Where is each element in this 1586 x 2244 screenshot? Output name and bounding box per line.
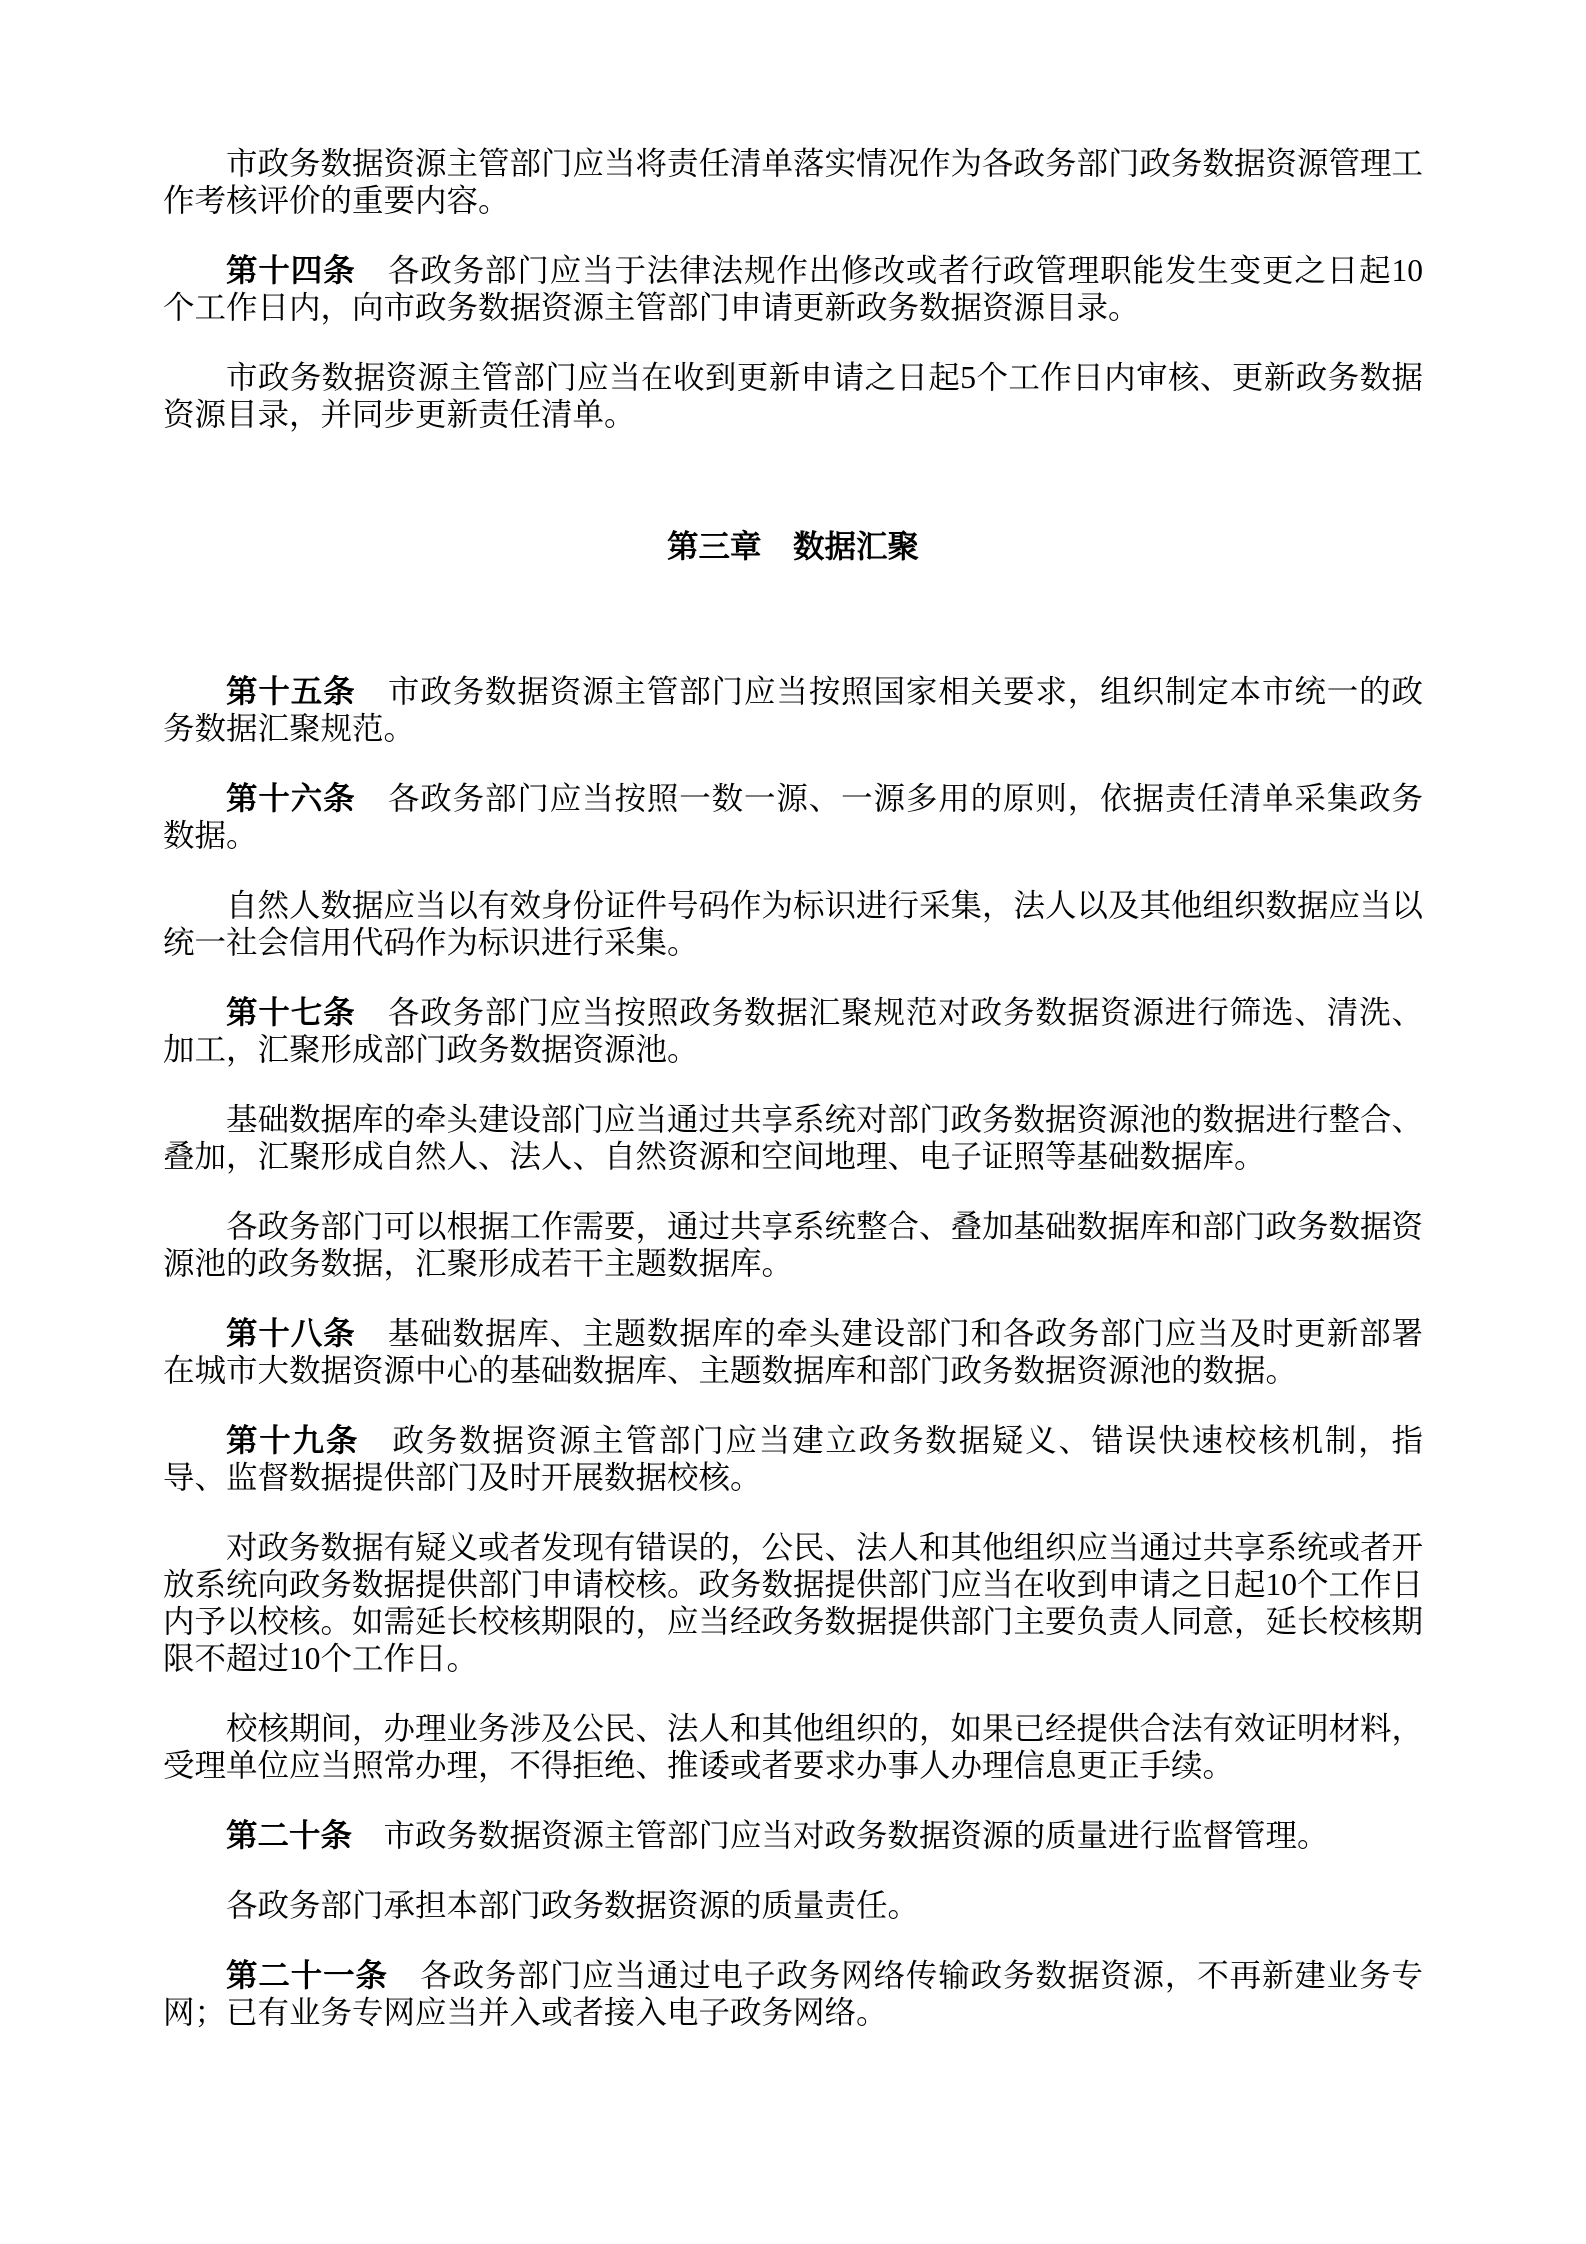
paragraph	[163, 1529, 1423, 1677]
article-number: 第十八条	[226, 1316, 356, 1351]
article-number: 第十七条	[226, 995, 356, 1030]
article-number: 第十四条	[226, 253, 356, 288]
paragraph-article-16	[163, 780, 1423, 854]
article-number: 第十五条	[226, 674, 356, 709]
paragraph-article-14	[163, 252, 1423, 326]
paragraph-article-18	[163, 1315, 1423, 1389]
paragraph	[163, 145, 1423, 219]
paragraph-text: 政务数据资源主管部门应当建立政务数据疑义、错误快速校核机制，指导、监督数据提供部门及时开展数据校核。	[163, 1423, 1423, 1495]
article-number: 第十九条	[226, 1423, 360, 1458]
paragraph	[163, 1710, 1423, 1784]
paragraph	[163, 1887, 1423, 1924]
article-number: 第二十一条	[226, 1958, 388, 1993]
paragraph	[163, 359, 1423, 433]
article-number: 第十六条	[226, 781, 356, 816]
paragraph-text: 各政务部门应当按照政务数据汇聚规范对政务数据资源进行筛选、清洗、加工，汇聚形成部门政务数据资源池。	[163, 995, 1423, 1067]
paragraph-text: 各政务部门可以根据工作需要，通过共享系统整合、叠加基础数据库和部门政务数据资源池的政务数据，汇聚形成若干主题数据库。	[163, 1209, 1424, 1281]
paragraph-article-21	[163, 1957, 1423, 2031]
paragraph-text: 校核期间，办理业务涉及公民、法人和其他组织的，如果已经提供合法有效证明材料，受理单位应当照常办理，不得拒绝、推诿或者要求办事人办理信息更正手续。	[163, 1711, 1424, 1783]
chapter-heading: 第三章 数据汇聚	[666, 529, 919, 564]
paragraph-text: 市政务数据资源主管部门应当对政务数据资源的质量进行监督管理。	[352, 1818, 1329, 1853]
paragraph-text: 自然人数据应当以有效身份证件号码作为标识进行采集，法人以及其他组织数据应当以统一社会信用代码作为标识进行采集。	[163, 888, 1424, 960]
paragraph	[163, 1208, 1423, 1282]
paragraph-text: 基础数据库、主题数据库的牵头建设部门和各政务部门应当及时更新部署在城市大数据资源中心的基础数据库、主题数据库和部门政务数据资源池的数据。	[163, 1316, 1423, 1388]
paragraph-text: 市政务数据资源主管部门应当在收到更新申请之日起5个工作日内审核、更新政务数据资源目录，并同步更新责任清单。	[163, 360, 1423, 432]
paragraph-text: 市政务数据资源主管部门应当按照国家相关要求，组织制定本市统一的政务数据汇聚规范。	[163, 674, 1423, 746]
paragraph-article-19	[163, 1422, 1423, 1496]
article-number: 第二十条	[226, 1818, 353, 1853]
paragraph-text: 各政务部门承担本部门政务数据资源的质量责任。	[226, 1888, 920, 1923]
paragraph	[163, 1101, 1423, 1175]
paragraph-article-17	[163, 994, 1423, 1068]
paragraph-text: 市政务数据资源主管部门应当将责任清单落实情况作为各政务部门政务数据资源管理工作考核评价的重要内容。	[163, 146, 1424, 218]
paragraph-text: 各政务部门应当按照一数一源、一源多用的原则，依据责任清单采集政务数据。	[163, 781, 1423, 853]
paragraph-text: 各政务部门应当通过电子政务网络传输政务数据资源，不再新建业务专网；已有业务专网应当并入或者接入电子政务网络。	[163, 1958, 1423, 2030]
paragraph-article-15	[163, 673, 1423, 747]
document-body	[163, 145, 1423, 2064]
paragraph-text: 各政务部门应当于法律法规作出修改或者行政管理职能发生变更之日起10个工作日内，向市政务数据资源主管部门申请更新政务数据资源目录。	[163, 253, 1423, 325]
paragraph-article-20	[163, 1817, 1423, 1854]
paragraph-text: 对政务数据有疑义或者发现有错误的，公民、法人和其他组织应当通过共享系统或者开放系统向政务数据提供部门申请校核。政务数据提供部门应当在收到申请之日起10个工作日内予以校核。如需延长校核期限的，应当经政务数据提供部门主要负责人同意，延长校核期限不超过10个工作日。	[163, 1530, 1424, 1676]
paragraph-text: 基础数据库的牵头建设部门应当通过共享系统对部门政务数据资源池的数据进行整合、叠加，汇聚形成自然人、法人、自然资源和空间地理、电子证照等基础数据库。	[163, 1102, 1424, 1174]
paragraph	[163, 887, 1423, 961]
